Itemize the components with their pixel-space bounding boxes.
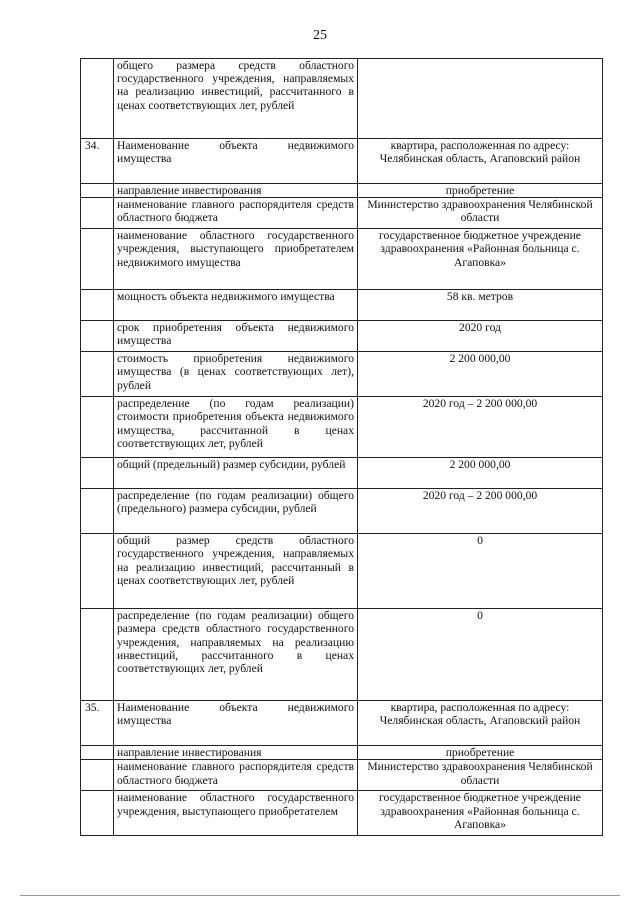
row-number — [81, 458, 114, 489]
row-label: стоимость приобретения недвижимого имущества (в ценах соответствующих лет), рублей — [114, 352, 358, 397]
table-row — [81, 139, 603, 184]
row-label: срок приобретения объекта недвижимого имущества — [114, 321, 358, 352]
row-number — [81, 609, 114, 701]
row-value: приобретение — [358, 746, 603, 760]
row-value: 2020 год – 2 200 000,00 — [358, 397, 603, 458]
row-number — [81, 791, 114, 836]
row-label: общий размер средств областного государственного учреждения, направляемых на реализацию инвестиций, рассчитанный в ценах соответствующих лет, рублей — [114, 534, 358, 609]
row-label: распределение (по годам реализации) стоимости приобретения объекта недвижимого имущества, рассчитанной в ценах соответствующих лет, рублей — [114, 397, 358, 458]
table-row — [81, 321, 603, 352]
table-row — [81, 184, 603, 198]
row-value — [358, 59, 603, 139]
row-label: общего размера средств областного государственного учреждения, направляемых на реализацию инвестиций, рассчитанного в ценах соответствующих лет, рублей — [114, 59, 358, 139]
row-label: Наименование объекта недвижимого имущества — [114, 139, 358, 184]
row-value: 2 200 000,00 — [358, 458, 603, 489]
row-number — [81, 290, 114, 321]
row-label: распределение (по годам реализации) общего размера средств областного государственного учреждения, направляемых на реализацию инвестиций, рассчитанного в ценах соответствующих лет, рублей — [114, 609, 358, 701]
row-value: государственное бюджетное учреждение здравоохранения «Районная больница с. Агаповка» — [358, 229, 603, 290]
row-number — [81, 229, 114, 290]
row-label: наименование областного государственного учреждения, выступающего приобретателем — [114, 791, 358, 836]
table-body — [81, 59, 603, 836]
table-row — [81, 534, 603, 609]
row-number — [81, 760, 114, 791]
investment-table — [80, 58, 603, 836]
row-value: 2020 год — [358, 321, 603, 352]
table-row — [81, 760, 603, 791]
row-number — [81, 746, 114, 760]
row-number — [81, 534, 114, 609]
row-label: общий (предельный) размер субсидии, рублей — [114, 458, 358, 489]
row-value: государственное бюджетное учреждение здравоохранения «Районная больница с. Агаповка» — [358, 791, 603, 836]
row-value: 0 — [358, 534, 603, 609]
table-row — [81, 290, 603, 321]
table-row — [81, 397, 603, 458]
row-label: наименование главного распорядителя средств областного бюджета — [114, 198, 358, 229]
table-row — [81, 489, 603, 534]
row-value: Министерство здравоохранения Челябинской области — [358, 760, 603, 791]
table-row — [81, 746, 603, 760]
row-value: квартира, расположенная по адресу: Челябинская область, Агаповский район — [358, 701, 603, 746]
row-number: 35. — [81, 701, 114, 746]
row-value: 58 кв. метров — [358, 290, 603, 321]
row-label: направление инвестирования — [114, 184, 358, 198]
row-label: Наименование объекта недвижимого имущества — [114, 701, 358, 746]
row-number — [81, 184, 114, 198]
table-row — [81, 198, 603, 229]
row-label: направление инвестирования — [114, 746, 358, 760]
row-value: приобретение — [358, 184, 603, 198]
row-number — [81, 321, 114, 352]
table-row — [81, 458, 603, 489]
row-number — [81, 59, 114, 139]
row-value: Министерство здравоохранения Челябинской области — [358, 198, 603, 229]
row-value: 2 200 000,00 — [358, 352, 603, 397]
table-row — [81, 59, 603, 139]
table-row — [81, 229, 603, 290]
row-label: наименование главного распорядителя средств областного бюджета — [114, 760, 358, 791]
row-number — [81, 397, 114, 458]
row-value: квартира, расположенная по адресу: Челябинская область, Агаповский район — [358, 139, 603, 184]
row-label: наименование областного государственного учреждения, выступающего приобретателем недвижимого имущества — [114, 229, 358, 290]
table-row — [81, 701, 603, 746]
row-number — [81, 198, 114, 229]
row-label: мощность объекта недвижимого имущества — [114, 290, 358, 321]
table-row — [81, 609, 603, 701]
row-number — [81, 352, 114, 397]
table-row — [81, 352, 603, 397]
row-label: распределение (по годам реализации) общего (предельного) размера субсидии, рублей — [114, 489, 358, 534]
bottom-rule — [20, 895, 620, 896]
table-row — [81, 791, 603, 836]
row-value: 0 — [358, 609, 603, 701]
page-number: 25 — [313, 28, 327, 43]
row-value: 2020 год – 2 200 000,00 — [358, 489, 603, 534]
row-number — [81, 489, 114, 534]
row-number: 34. — [81, 139, 114, 184]
